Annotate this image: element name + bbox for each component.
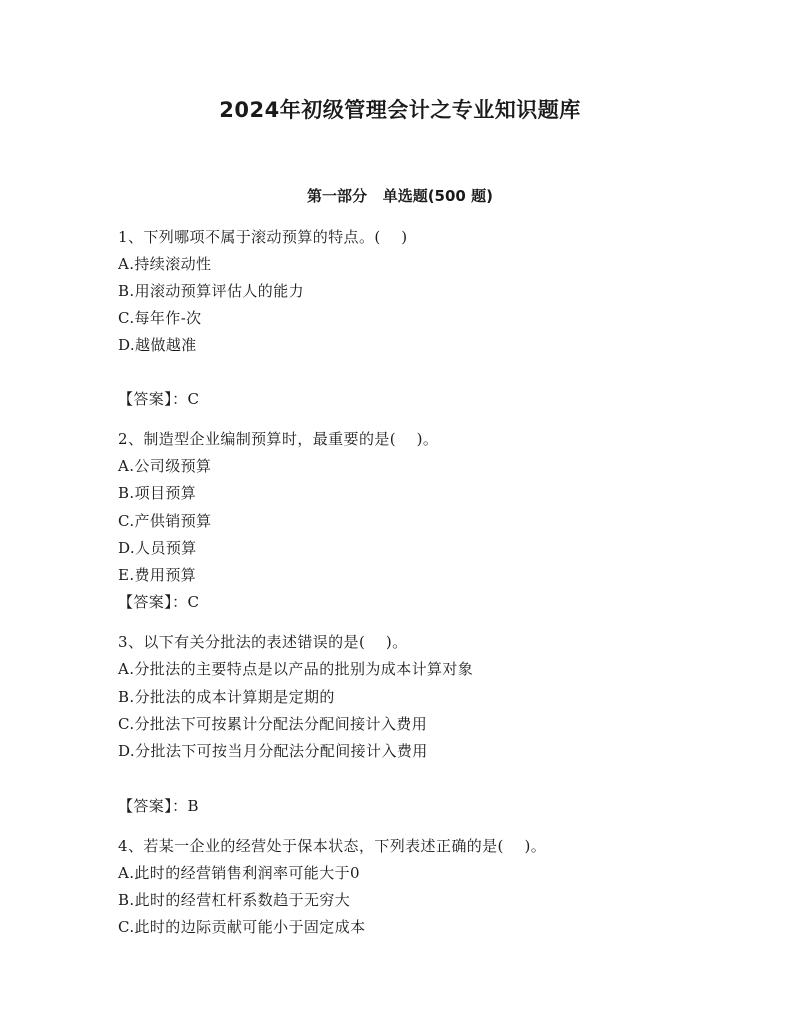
question-2-option-d: D.人员预算 <box>118 539 197 557</box>
question-2-option-c: C.产供销预算 <box>118 512 212 530</box>
question-3-option-d: D.分批法下可按当月分配法分配间接计入费用 <box>118 742 428 760</box>
question-1-option-c: C.每年作-次 <box>118 309 202 327</box>
question-1-option-a: A.持续滚动性 <box>118 255 212 273</box>
question-2-option-e: E.费用预算 <box>118 566 197 584</box>
question-3-answer: 【答案】：B <box>118 797 199 815</box>
question-4-option-a: A.此时的经营销售利润率可能大于0 <box>118 864 360 882</box>
question-3-option-a: A.分批法的主要特点是以产品的批别为成本计算对象 <box>118 660 474 678</box>
document-title: 2024年初级管理会计之专业知识题库 <box>219 98 581 122</box>
question-4-text: 4、若某一企业的经营处于保本状态，下列表述正确的是( )。 <box>118 837 547 855</box>
question-1-option-b: B.用滚动预算评估人的能力 <box>118 282 304 300</box>
question-3-text: 3、以下有关分批法的表述错误的是( )。 <box>118 633 408 651</box>
question-2-option-b: B.项目预算 <box>118 484 197 502</box>
question-4-option-b: B.此时的经营杠杆系数趋于无穷大 <box>118 891 351 909</box>
section-title: 第一部分 单选题(500 题) <box>307 187 493 205</box>
question-4-option-c: C.此时的边际贡献可能小于固定成本 <box>118 918 366 936</box>
question-2-text: 2、制造型企业编制预算时，最重要的是( )。 <box>118 430 439 448</box>
question-1-text: 1、下列哪项不属于滚动预算的特点。( ) <box>118 228 408 246</box>
question-2-option-a: A.公司级预算 <box>118 457 212 475</box>
question-3-option-c: C.分批法下可按累计分配法分配间接计入费用 <box>118 715 428 733</box>
question-3-option-b: B.分批法的成本计算期是定期的 <box>118 688 335 706</box>
question-1-answer: 【答案】：C <box>118 390 200 408</box>
question-1-option-d: D.越做越准 <box>118 336 197 354</box>
question-2-answer: 【答案】：C <box>118 593 200 611</box>
